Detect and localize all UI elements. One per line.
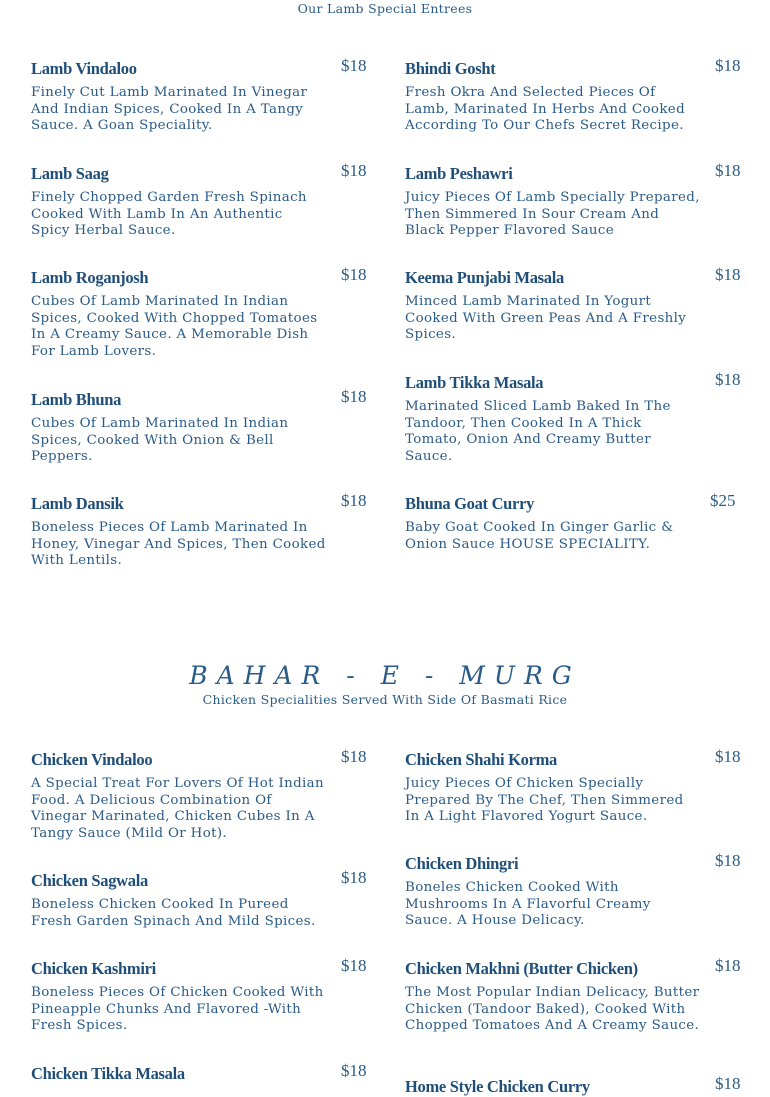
item-description: Boneless Pieces Of Chicken Cooked With Pineapple Chunks And Flavored -With Fresh Spices. — [31, 985, 324, 1034]
item-description: Juicy Pieces Of Lamb Specially Prepared, Then Simmered In Sour Cream And Black Pepper Flavored Sauce — [405, 190, 700, 239]
item-name: Chicken Kashmiri — [31, 959, 156, 978]
item-name: Chicken Dhingri — [405, 854, 519, 873]
item-description: Boneless Chicken Cooked In Pureed Fresh Garden Spinach And Mild Spices. — [31, 897, 316, 929]
item-description: Boneless Pieces Of Lamb Marinated In Honey, Vinegar And Spices, Then Cooked With Lentils. — [31, 520, 326, 569]
item-description: Cubes Of Lamb Marinated In Indian Spices, Cooked With Chopped Tomatoes In A Creamy Sauce. A Memorable Dish For Lamb Lovers. — [31, 294, 318, 360]
item-price: $18 — [341, 868, 367, 887]
chicken-section-subtitle: Chicken Specialities Served With Side Of Basmati Rice — [202, 692, 568, 707]
item-description: The Most Popular Indian Delicacy, Butter Chicken (Tandoor Baked), Cooked With Chopped Tomatoes And A Creamy Sauce. — [405, 985, 700, 1034]
item-description: Juicy Pieces Of Chicken Specially Prepared By The Chef, Then Simmered In A Light Flavored Yogurt Sauce. — [405, 776, 684, 825]
item-price: $18 — [715, 56, 741, 75]
item-price: $18 — [341, 1061, 367, 1080]
item-description: Fresh Okra And Selected Pieces Of Lamb, Marinated In Herbs And Cooked According To Our Chefs Secret Recipe. — [405, 85, 686, 134]
item-name: Bhuna Goat Curry — [405, 494, 535, 513]
item-description: Finely Cut Lamb Marinated In Vinegar And Indian Spices, Cooked In A Tangy Sauce. A Goan Speciality. — [31, 85, 308, 134]
item-price: $18 — [341, 265, 367, 284]
item-price: $18 — [341, 56, 367, 75]
item-name: Lamb Saag — [31, 164, 109, 183]
item-name: Home Style Chicken Curry — [405, 1077, 590, 1096]
item-name: Lamb Roganjosh — [31, 268, 149, 287]
lamb-section-subtitle: Our Lamb Special Entrees — [297, 1, 473, 16]
item-price: $18 — [341, 387, 367, 406]
item-name: Chicken Makhni (Butter Chicken) — [405, 959, 638, 978]
item-name: Lamb Peshawri — [405, 164, 513, 183]
item-name: Chicken Tikka Masala — [31, 1064, 185, 1083]
item-description: Cubes Of Lamb Marinated In Indian Spices, Cooked With Onion & Bell Peppers. — [31, 416, 289, 465]
item-name: Bhindi Gosht — [405, 59, 496, 78]
item-description: Baby Goat Cooked In Ginger Garlic & Onion Sauce HOUSE SPECIALITY. — [405, 520, 674, 552]
item-price: $18 — [715, 747, 741, 766]
item-price: $18 — [715, 265, 741, 284]
item-price: $18 — [341, 491, 367, 510]
item-description: Finely Chopped Garden Fresh Spinach Cooked With Lamb In An Authentic Spicy Herbal Sauce. — [31, 190, 307, 239]
item-price: $18 — [341, 161, 367, 180]
item-description: Boneles Chicken Cooked With Mushrooms In A Flavorful Creamy Sauce. A House Delicacy. — [405, 880, 651, 929]
item-name: Keema Punjabi Masala — [405, 268, 564, 287]
item-price: $25 — [710, 491, 736, 510]
item-price: $18 — [715, 161, 741, 180]
item-description: Marinated Sliced Lamb Baked In The Tandoor, Then Cooked In A Thick Tomato, Onion And Creamy Butter Sauce. — [405, 399, 671, 465]
item-name: Lamb Vindaloo — [31, 59, 137, 78]
chicken-section-title: BAHAR - E - MURG — [189, 661, 581, 690]
item-price: $18 — [715, 956, 741, 975]
item-price: $18 — [715, 851, 741, 870]
item-name: Lamb Tikka Masala — [405, 373, 544, 392]
item-name: Chicken Vindaloo — [31, 750, 153, 769]
item-name: Lamb Bhuna — [31, 390, 122, 409]
item-price: $18 — [715, 1074, 741, 1093]
item-name: Chicken Shahi Korma — [405, 750, 557, 769]
item-description: Minced Lamb Marinated In Yogurt Cooked With Green Peas And A Freshly Spices. — [405, 294, 687, 343]
item-price: $18 — [715, 370, 741, 389]
item-name: Chicken Sagwala — [31, 871, 148, 890]
item-description: A Special Treat For Lovers Of Hot Indian Food. A Delicious Combination Of Vinegar Marinated, Chicken Cubes In A Tangy Sauce (Mild Or Hot). — [31, 776, 324, 842]
item-price: $18 — [341, 956, 367, 975]
item-name: Lamb Dansik — [31, 494, 124, 513]
item-price: $18 — [341, 747, 367, 766]
